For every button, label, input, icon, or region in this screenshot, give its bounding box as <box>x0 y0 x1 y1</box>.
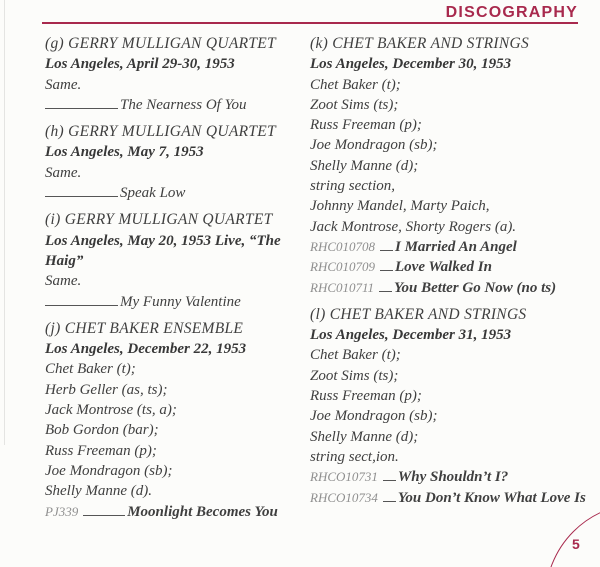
catalog-number: RHC010708 <box>310 238 375 254</box>
discography-column-right <box>310 34 592 508</box>
page-number: 5 <box>572 536 580 552</box>
track-title: You Better Go Now (no ts) <box>394 279 557 296</box>
track-rule <box>83 511 125 516</box>
personnel-line: Same. <box>45 164 82 181</box>
discography-section <box>45 122 307 203</box>
personnel-line: Jack Montrose, Shorty Rogers (a). <box>310 218 517 235</box>
track-line <box>310 257 592 277</box>
section-heading: (j) CHET BAKER ENSEMBLE <box>45 319 244 337</box>
personnel-line: Same. <box>45 273 82 290</box>
track-title: Love Walked In <box>395 259 492 276</box>
personnel-line: Russ Freeman (p); <box>310 117 422 134</box>
track-line <box>45 502 307 522</box>
section-heading: (l) CHET BAKER AND STRINGS <box>310 305 527 323</box>
catalog-number: RHC010709 <box>310 259 375 275</box>
track-line <box>45 183 307 203</box>
track-line <box>310 278 592 298</box>
session-date: Los Angeles, May 7, 1953 <box>45 144 204 161</box>
section-heading: (k) CHET BAKER AND STRINGS <box>310 35 530 52</box>
personnel-line: Johnny Mandel, Marty Paich, <box>310 198 490 215</box>
discography-section <box>310 34 592 298</box>
track-line <box>45 292 307 312</box>
track-line <box>45 95 307 115</box>
track-title: You Don’t Know What Love Is <box>397 489 586 506</box>
personnel-line: Shelly Manne (d). <box>45 483 153 500</box>
track-rule <box>45 104 118 109</box>
catalog-number: RHCO10731 <box>310 469 378 485</box>
personnel-line: Russ Freeman (p); <box>310 388 422 405</box>
track-title: Moonlight Becomes You <box>127 503 278 520</box>
track-line <box>310 488 592 508</box>
track-rule <box>383 476 396 481</box>
personnel-line: Zoot Sims (ts); <box>310 367 399 384</box>
personnel-line: Same. <box>45 76 82 93</box>
track-line <box>310 237 592 257</box>
page-number-arc <box>545 503 600 567</box>
discography-section <box>310 305 592 508</box>
track-title: Why Shouldn’t I? <box>397 469 509 486</box>
section-heading: (h) GERRY MULLIGAN QUARTET <box>45 123 276 141</box>
personnel-line: string sect,ion. <box>310 448 399 465</box>
personnel-line: Bob Gordon (bar); <box>45 422 159 439</box>
track-title: Speak Low <box>120 185 186 202</box>
discography-section <box>45 210 307 311</box>
section-heading: (i) GERRY MULLIGAN QUARTET <box>45 211 273 229</box>
personnel-line: Shelly Manne (d); <box>310 428 419 445</box>
personnel-line: Joe Mondragon (sb); <box>310 408 438 425</box>
track-rule <box>383 497 396 502</box>
page-title: DISCOGRAPHY <box>445 4 578 21</box>
session-date: Los Angeles, April 29-30, 1953 <box>45 56 235 73</box>
personnel-line: Herb Geller (as, ts); <box>45 381 168 398</box>
catalog-number: RHCO10734 <box>310 489 378 505</box>
track-line <box>310 467 592 487</box>
section-heading: (g) GERRY MULLIGAN QUARTET <box>45 35 276 52</box>
discography-column-left <box>45 34 307 522</box>
personnel-line: Chet Baker (t); <box>310 76 401 93</box>
session-date: Los Angeles, May 20, 1953 Live, “The Haig” <box>45 232 281 269</box>
personnel-line: Joe Mondragon (sb); <box>310 137 438 154</box>
discography-section <box>45 319 307 522</box>
track-rule <box>45 192 118 197</box>
track-title: I Married An Angel <box>395 238 517 255</box>
session-date: Los Angeles, December 31, 1953 <box>310 327 512 344</box>
personnel-line: Chet Baker (t); <box>310 347 401 364</box>
track-rule <box>379 287 392 292</box>
personnel-line: Jack Montrose (ts, a); <box>45 402 177 419</box>
scan-edge-artifact <box>4 0 5 445</box>
track-rule <box>45 301 118 306</box>
catalog-number: PJ339 <box>45 503 79 519</box>
track-title: My Funny Valentine <box>120 293 241 310</box>
personnel-line: Joe Mondragon (sb); <box>45 462 173 479</box>
personnel-line: Chet Baker (t); <box>45 361 136 378</box>
personnel-line: string section, <box>310 178 395 195</box>
personnel-line: Zoot Sims (ts); <box>310 96 399 113</box>
personnel-line: Russ Freeman (p); <box>45 442 157 459</box>
track-title: The Nearness Of You <box>120 96 247 113</box>
track-rule <box>380 266 393 271</box>
catalog-number: RHC010711 <box>310 279 375 295</box>
track-rule <box>380 246 393 251</box>
session-date: Los Angeles, December 22, 1953 <box>45 341 247 358</box>
discography-section <box>45 34 307 115</box>
session-date: Los Angeles, December 30, 1953 <box>310 56 512 73</box>
header-rule <box>42 22 578 24</box>
personnel-line: Shelly Manne (d); <box>310 157 419 174</box>
